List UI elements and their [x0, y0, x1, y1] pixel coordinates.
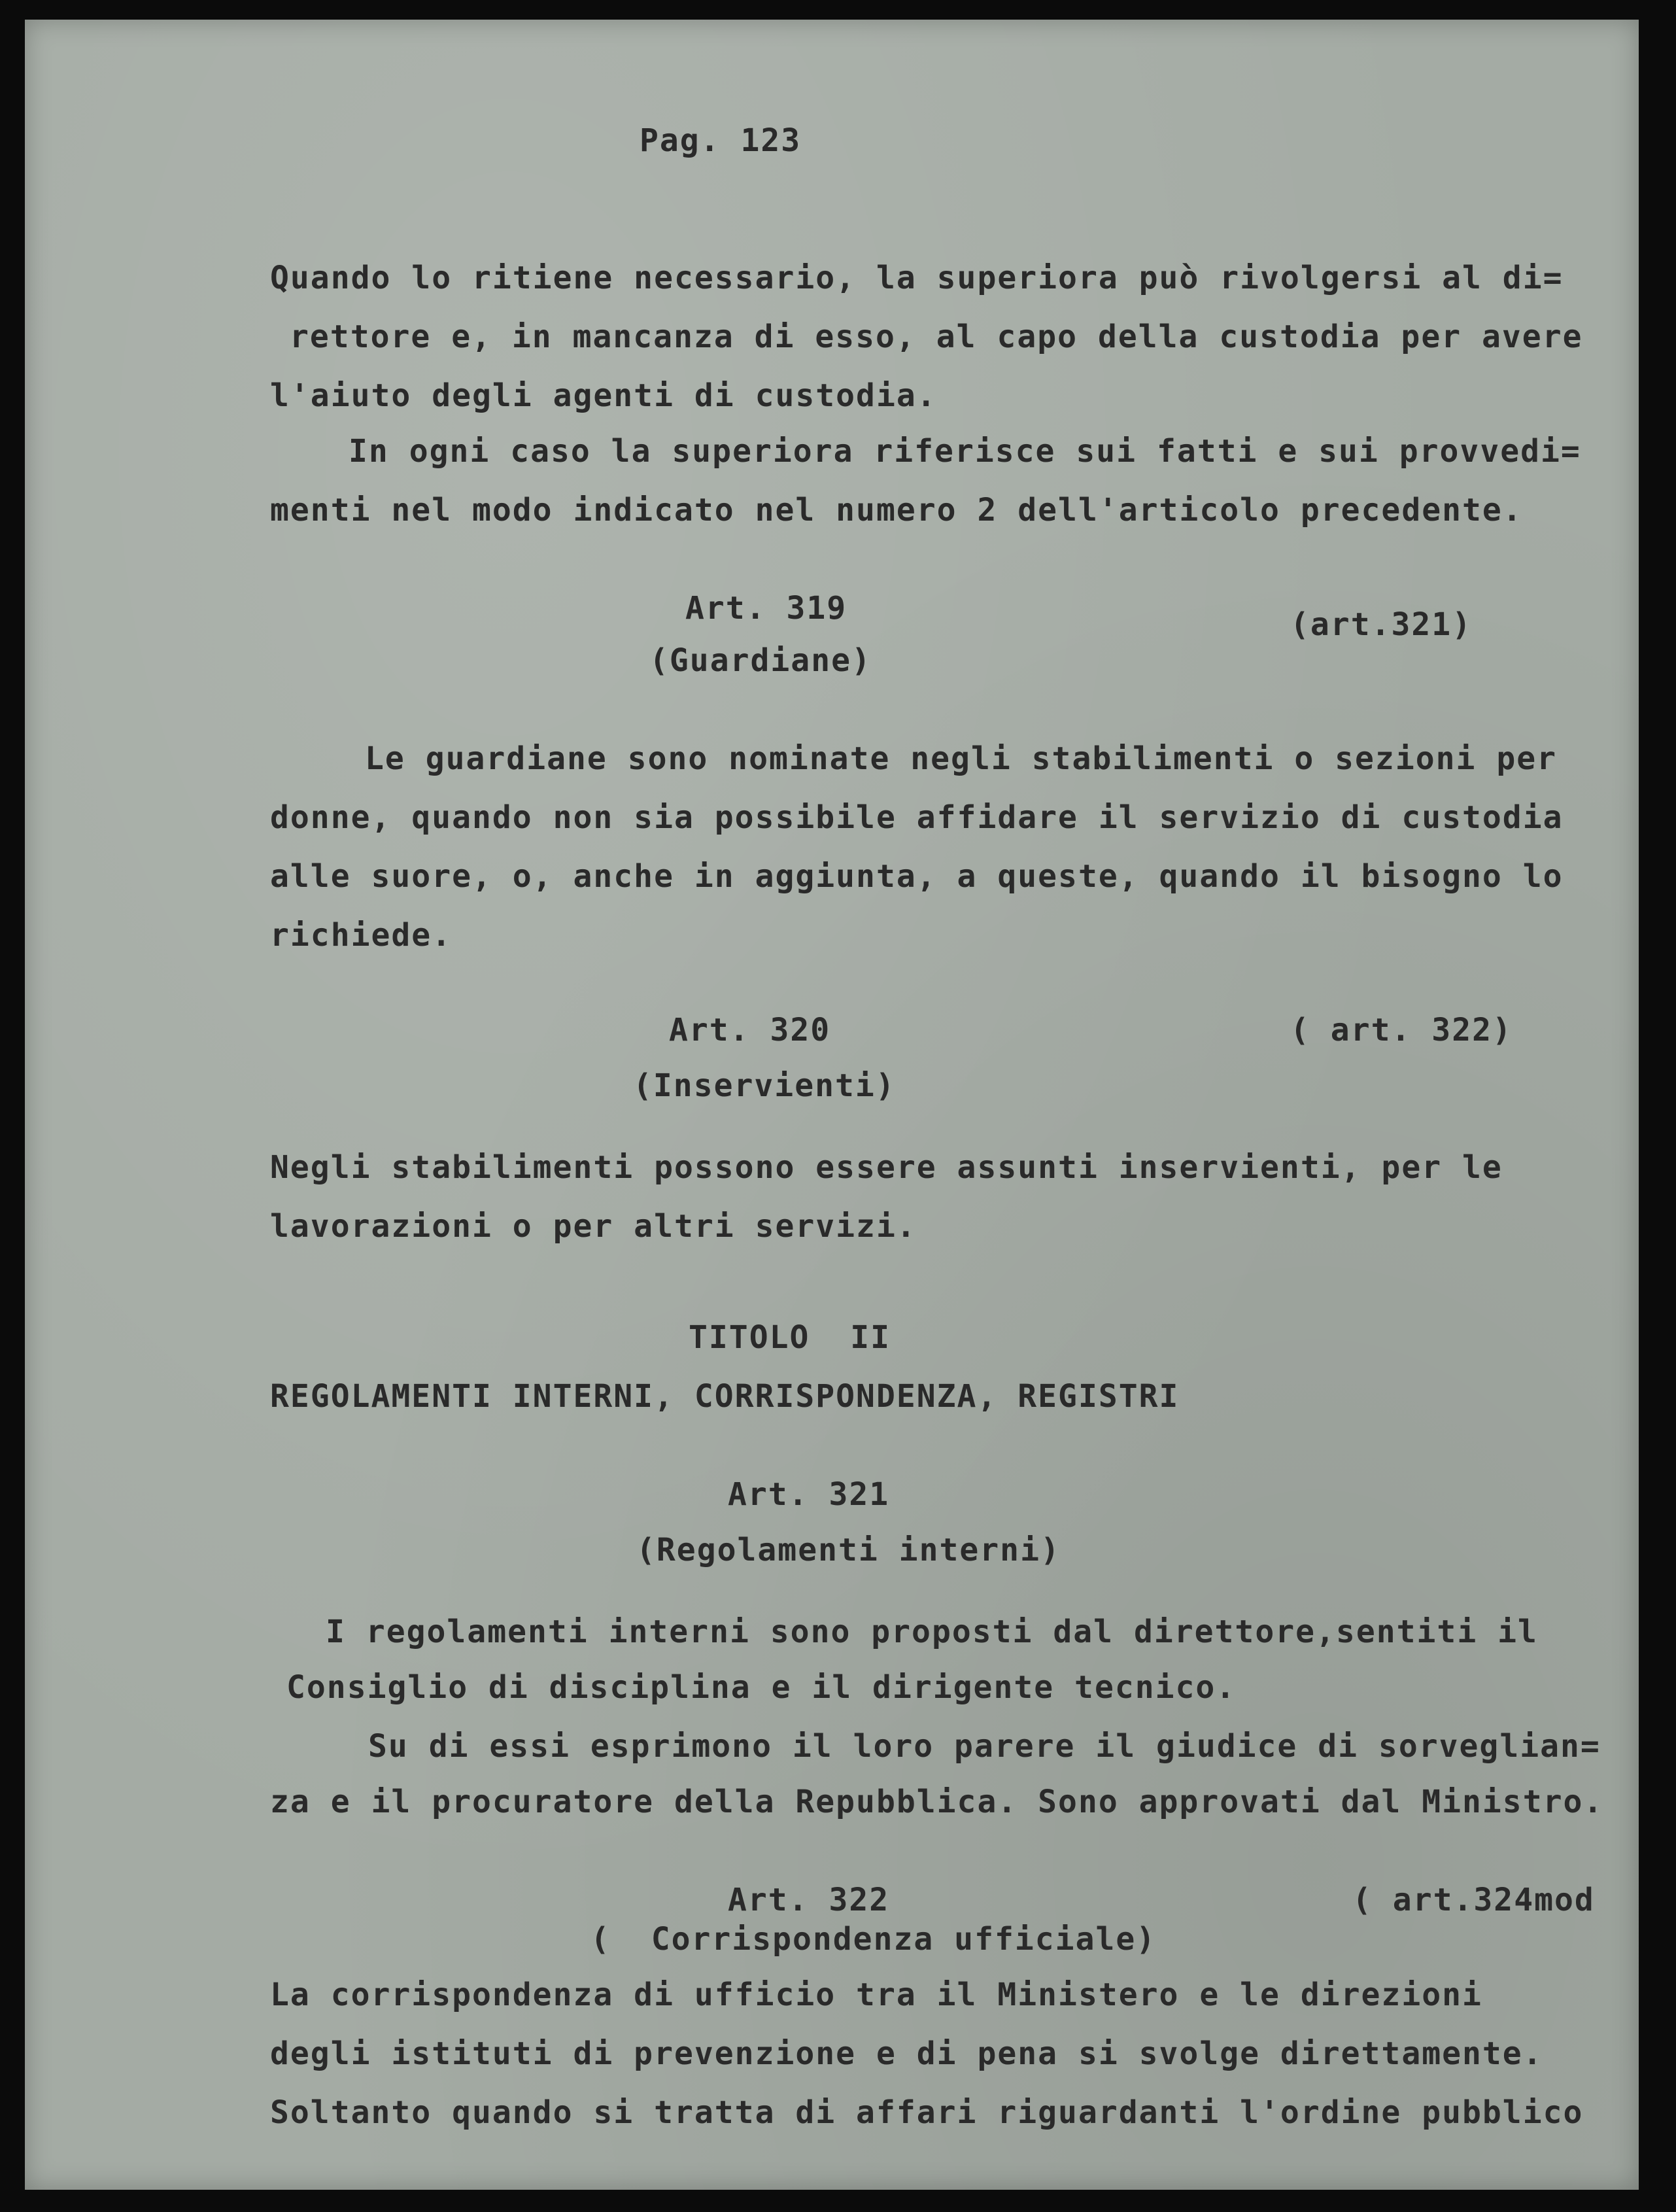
article-body-line: Su di essi esprimono il loro parere il giudice di sorveglian=: [368, 1728, 1601, 1765]
article-title: Art. 320: [669, 1012, 831, 1048]
article-body-line: degli istituti di prevenzione e di pena si svolge direttamente.: [270, 2035, 1543, 2072]
article-subtitle: (Guardiane): [649, 642, 872, 679]
article-title: Art. 321: [728, 1476, 890, 1513]
article-body-line: I regolamenti interni sono proposti dal direttore,sentiti il: [326, 1614, 1538, 1650]
article-body-line: lavorazioni o per altri servizi.: [270, 1208, 917, 1245]
article-body-line: Consiglio di disciplina e il dirigente tecnico.: [286, 1669, 1237, 1706]
paragraph-line: l'aiuto degli agenti di custodia.: [270, 377, 937, 414]
section-subtitle: REGOLAMENTI INTERNI, CORRISPONDENZA, REGISTRI: [270, 1378, 1180, 1415]
article-subtitle: (Inservienti): [633, 1067, 896, 1104]
paragraph-line: Quando lo ritiene necessario, la superiora può rivolgersi al di=: [270, 260, 1564, 296]
article-title: Art. 322: [728, 1882, 890, 1918]
article-body-line: za e il procuratore della Repubblica. Sono approvati dal Ministro.: [270, 1784, 1604, 1820]
article-body-line: Negli stabilimenti possono essere assunti inservienti, per le: [270, 1149, 1503, 1186]
paragraph-line: rettore e, in mancanza di esso, al capo della custodia per avere: [290, 319, 1583, 355]
article-body-line: donne, quando non sia possibile affidare il servizio di custodia: [270, 799, 1564, 836]
article-title: Art. 319: [685, 590, 847, 627]
paragraph-line: menti nel modo indicato nel numero 2 dell'articolo precedente.: [270, 492, 1523, 528]
article-reference: ( art.324mod: [1352, 1882, 1595, 1918]
article-body-line: Soltanto quando si tratta di affari riguardanti l'ordine pubblico: [270, 2094, 1584, 2131]
article-body-line: alle suore, o, anche in aggiunta, a queste, quando il bisogno lo: [270, 858, 1564, 895]
article-body-line: richiede.: [270, 917, 453, 954]
section-title: TITOLO II: [689, 1319, 891, 1356]
page-number: Pag. 123: [640, 122, 802, 159]
article-subtitle: ( Corrispondenza ufficiale): [590, 1921, 1157, 1958]
document-page: [25, 20, 1639, 2190]
article-subtitle: (Regolamenti interni): [636, 1532, 1061, 1568]
article-body-line: Le guardiane sono nominate negli stabilimenti o sezioni per: [365, 740, 1558, 777]
article-reference: ( art. 322): [1290, 1012, 1513, 1048]
article-body-line: La corrispondenza di ufficio tra il Ministero e le direzioni: [270, 1977, 1482, 2013]
article-reference: (art.321): [1290, 606, 1473, 643]
paragraph-line: In ogni caso la superiora riferisce sui fatti e sui provvedi=: [349, 433, 1581, 470]
